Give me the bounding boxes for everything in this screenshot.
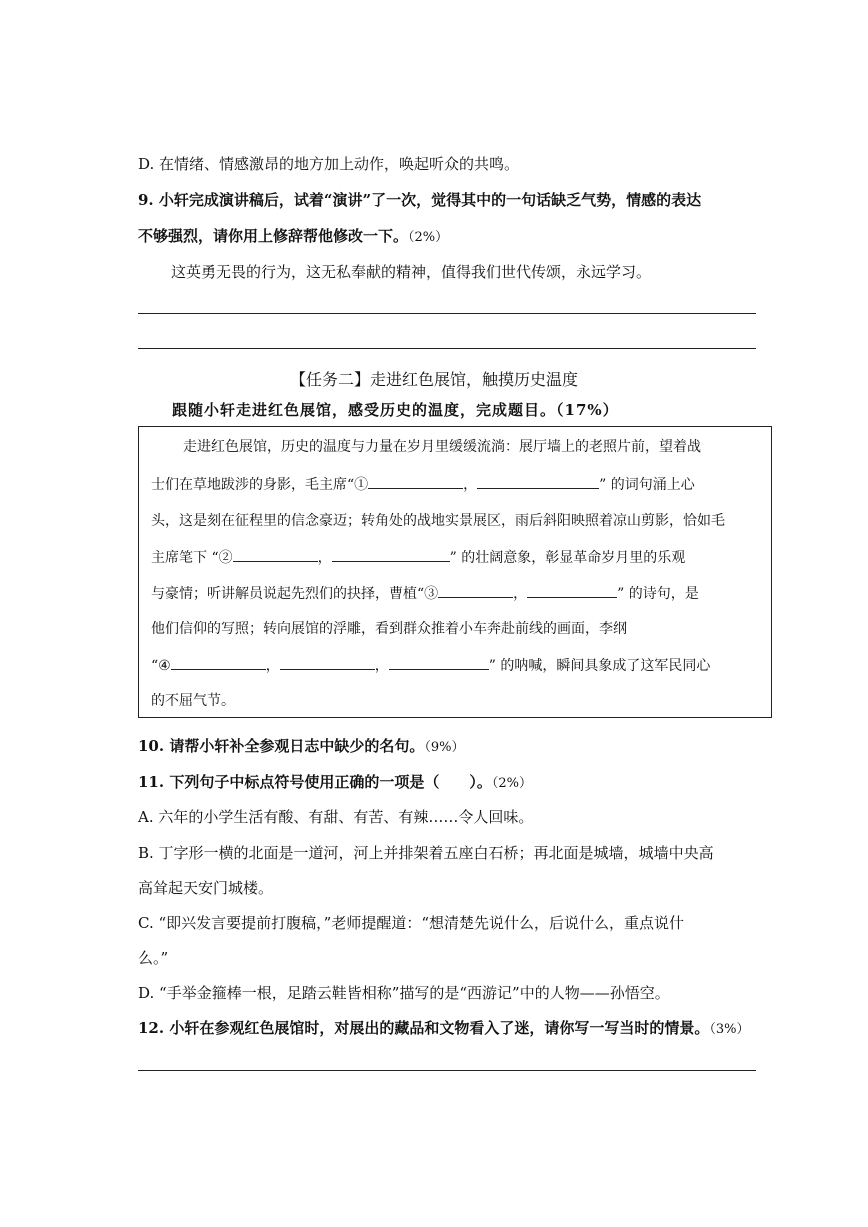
- q11-option-b-line2[interactable]: 高耸起天安门城楼。: [138, 879, 274, 897]
- q10-prompt: [138, 736, 464, 758]
- passage-text: ” 的呐喊，瞬间具象成了这军民同心: [488, 658, 711, 674]
- passage-line-2: [151, 474, 695, 495]
- blank-2b[interactable]: [332, 547, 450, 562]
- q11-text: 11. 下列句子中标点符号使用正确的一项是（ ）。: [138, 773, 492, 791]
- q8-option-d: D. 在情绪、情感激昂的地方加上动作，唤起听众的共鸣。: [138, 155, 520, 173]
- q11-prompt: [138, 772, 532, 794]
- q11-option-c-line2[interactable]: 么。”: [138, 949, 169, 967]
- passage-line-6: 他们信仰的写照；转向展馆的浮雕，看到群众推着小车奔赴前线的画面，李纲: [151, 621, 627, 637]
- passage-line-5: [151, 583, 699, 604]
- blank-4c[interactable]: [389, 655, 489, 670]
- task2-title: 【任务二】走进红色展馆，触摸历史温度: [289, 370, 578, 389]
- passage-text: ” 的词句涌上心: [599, 477, 695, 493]
- q9-prompt-text: 不够强烈，请你用上修辞帮他修改一下。: [138, 227, 409, 245]
- passage-text: 与豪情；听讲解员说起先烈们的抉择，曹植“③: [151, 586, 439, 602]
- q9-sentence: 这英勇无畏的行为，这无私奉献的精神，值得我们世代传颂，永远学习。: [171, 263, 652, 281]
- blank-1a[interactable]: [368, 474, 463, 489]
- passage-text: ，: [513, 586, 528, 602]
- q9-answer-line-1[interactable]: [138, 313, 756, 314]
- passage-text: “④: [151, 658, 171, 674]
- q12-score: （3%）: [709, 1022, 750, 1037]
- q9-score: （2%）: [408, 230, 449, 245]
- passage-text: ，: [265, 658, 280, 674]
- blank-4a[interactable]: [171, 655, 266, 670]
- blank-1b[interactable]: [477, 474, 599, 489]
- passage-text: ” 的壮阔意象，彰显革命岁月里的乐观: [449, 550, 686, 566]
- q12-answer-line[interactable]: [138, 1070, 756, 1071]
- q9-prompt-line2: [138, 226, 448, 248]
- q10-text: 10. 请帮小轩补全参观日志中缺少的名句。: [138, 737, 425, 755]
- q9-prompt-line1: 9. 小轩完成演讲稿后，试着“演讲”了一次，觉得其中的一句话缺乏气势，情感的表达: [138, 191, 702, 209]
- q11-option-b-line1[interactable]: B. 丁字形一横的北面是一道河，河上并排架着五座白石桥；再北面是城墙，城墙中央高: [138, 844, 714, 862]
- passage-text: 士们在草地跋涉的身影，毛主席“①: [151, 477, 369, 493]
- passage-text: ，: [463, 477, 478, 493]
- passage-line-8: 的不屈气节。: [151, 693, 235, 709]
- passage-text: ，: [374, 658, 389, 674]
- passage-line-1: 走进红色展馆，历史的温度与力量在岁月里缓缓流淌：展厅墙上的老照片前，望着战: [183, 439, 701, 455]
- passage-text: ，: [317, 550, 332, 566]
- q11-option-d[interactable]: D. “手举金箍棒一根，足踏云鞋皆相称”描写的是“西游记”中的人物——孙悟空。: [138, 984, 670, 1002]
- blank-3a[interactable]: [438, 583, 513, 598]
- q11-option-c-line1[interactable]: C. “即兴发言要提前打腹稿，”老师提醒道：“想清楚先说什么，后说什么，重点说什: [138, 914, 684, 932]
- q11-option-a[interactable]: A. 六年的小学生活有酸、有甜、有苦、有辣……令人回味。: [138, 808, 534, 826]
- q12-prompt: [138, 1018, 749, 1040]
- q10-score: （9%）: [424, 740, 465, 755]
- passage-box: [138, 426, 772, 718]
- q9-answer-line-2[interactable]: [138, 348, 756, 349]
- passage-line-7: [151, 655, 710, 676]
- task2-subtitle: 跟随小轩走进红色展馆，感受历史的温度，完成题目。（17%）: [172, 401, 619, 419]
- passage-line-4: [151, 547, 685, 568]
- q12-text: 12. 小轩在参观红色展馆时，对展出的藏品和文物看入了迷，请你写一写当时的情景。: [138, 1019, 710, 1037]
- q11-score: （2%）: [491, 776, 532, 791]
- blank-4b[interactable]: [280, 655, 375, 670]
- blank-3b[interactable]: [527, 583, 617, 598]
- blank-2a[interactable]: [233, 547, 318, 562]
- passage-line-3: 头，这是刻在征程里的信念豪迈；转角处的战地实景展区，雨后斜阳映照着凉山剪影，恰如毛: [151, 513, 725, 529]
- passage-text: 主席笔下 “②: [151, 550, 233, 566]
- passage-text: ” 的诗句，是: [617, 586, 699, 602]
